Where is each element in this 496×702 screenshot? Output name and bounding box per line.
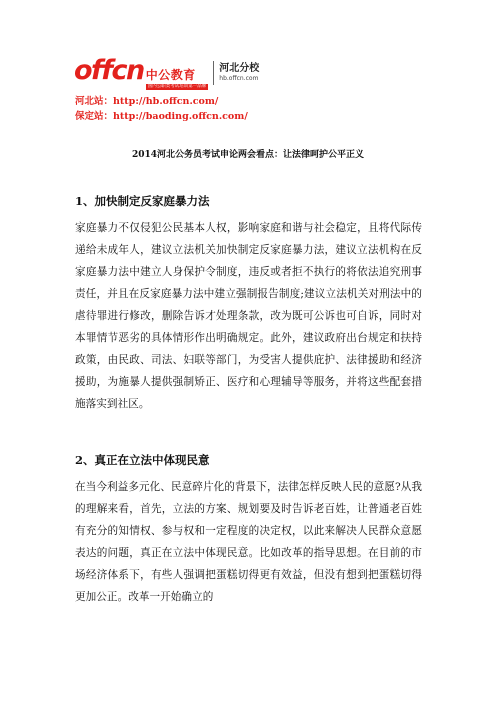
offcn-logo xyxy=(74,54,260,89)
section-heading-2: 2、真正在立法中体现民意 xyxy=(75,453,210,467)
section-paragraph-1: 家庭暴力不仅侵犯公民基本人权，影响家庭和谐与社会稳定，且将代际传递给未成年人，建议立法机关加快制定反家庭暴力法，建议立法机构在反家庭暴力法中建立人身保护令制度，违反或者拒不执行的将依法追究刑事责任，并且在反家庭暴力法中建立强制报告制度;建议立法机关对刑法中的虐待罪进行修改，删除告诉才处理条款，改为既可公诉也可自诉，同时对本罪情节恶劣的具体情形作出明确规定。此外，建议政府出台规定和扶持政策，由民政、司法、妇联等部门，为受害人提供庇护、法律援助和经济援助，为施暴人提供强制矫正、医疗和心理辅导等服务，并将这些配套措施落实到社区。 xyxy=(75,222,422,410)
logo-cn-block xyxy=(146,69,209,90)
logo-brand-name: 中公教育 xyxy=(145,67,196,82)
logo-tagline: 国内公职类考试培训第一品牌 xyxy=(147,83,207,89)
hebei-site-link[interactable]: 河北站：http://hb.offcn.com/ xyxy=(75,96,219,107)
logo-divider xyxy=(213,61,214,85)
section-paragraph-2: 在当今利益多元化、民意碎片化的背景下，法律怎样反映人民的意愿?从我的理解来看，首先，立法的方案、规划要及时告诉老百姓，让普通老百姓有充分的知情权、参与权和一定程度的决定权，以此来解决人民群众意愿表达的问题，真正在立法中体现民意。比如改革的指导思想。在目前的市场经济体系下，有些人强调把蛋糕切得更有效益，但没有想到把蛋糕切得更加公正。改革一开始确立的 xyxy=(75,481,422,603)
baoding-site-link[interactable]: 保定站：http://baoding.offcn.com/ xyxy=(75,111,248,122)
logo-branch xyxy=(219,63,259,83)
logo-offcn-text: offcn xyxy=(74,54,144,86)
logo-mark xyxy=(74,54,208,90)
section-heading-1: 1、加快制定反家庭暴力法 xyxy=(75,194,210,208)
document-title: 2014河北公务员考试申论两会看点：让法律呵护公平正义 xyxy=(131,150,365,160)
logo-branch-name: 河北分校 xyxy=(219,63,260,74)
logo-branch-url: hb.offcn.com xyxy=(219,75,259,82)
